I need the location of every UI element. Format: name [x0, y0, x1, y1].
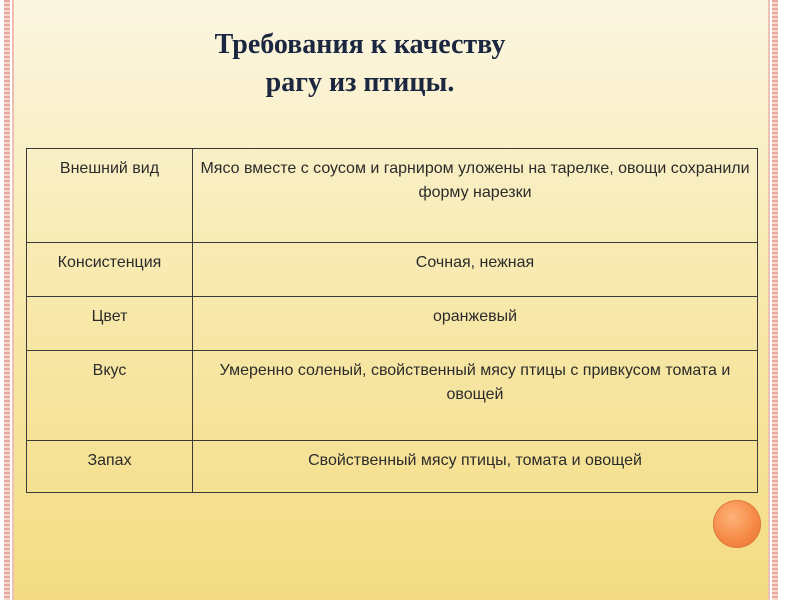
- left-frame-border: [4, 0, 10, 600]
- quality-requirements-table: [26, 148, 758, 493]
- parameter-cell: Консистенция: [27, 243, 193, 297]
- slide-title: [150, 26, 570, 102]
- parameter-cell: Запах: [27, 441, 193, 493]
- table-row: [27, 441, 758, 493]
- right-frame-border: [772, 0, 778, 600]
- requirement-cell: Умеренно соленый, свойственный мясу птицы с привкусом томата и овощей: [193, 351, 758, 441]
- parameter-cell: Внешний вид: [27, 149, 193, 243]
- requirement-cell: Свойственный мясу птицы, томата и овощей: [193, 441, 758, 493]
- slide-title-line2: рагу из птицы.: [265, 67, 455, 98]
- parameter-cell: Цвет: [27, 297, 193, 351]
- table-row: [27, 243, 758, 297]
- table-row: [27, 297, 758, 351]
- requirement-cell: оранжевый: [193, 297, 758, 351]
- requirement-cell: Мясо вместе с соусом и гарниром уложены на тарелке, овощи сохранили форму нарезки: [193, 149, 758, 243]
- right-frame-line: [768, 0, 770, 600]
- slide-title-line1: Требования к качеству: [214, 29, 506, 60]
- parameter-cell: Вкус: [27, 351, 193, 441]
- table-row: [27, 149, 758, 243]
- decorative-circle: [713, 500, 761, 548]
- requirement-cell: Сочная, нежная: [193, 243, 758, 297]
- table-row: [27, 351, 758, 441]
